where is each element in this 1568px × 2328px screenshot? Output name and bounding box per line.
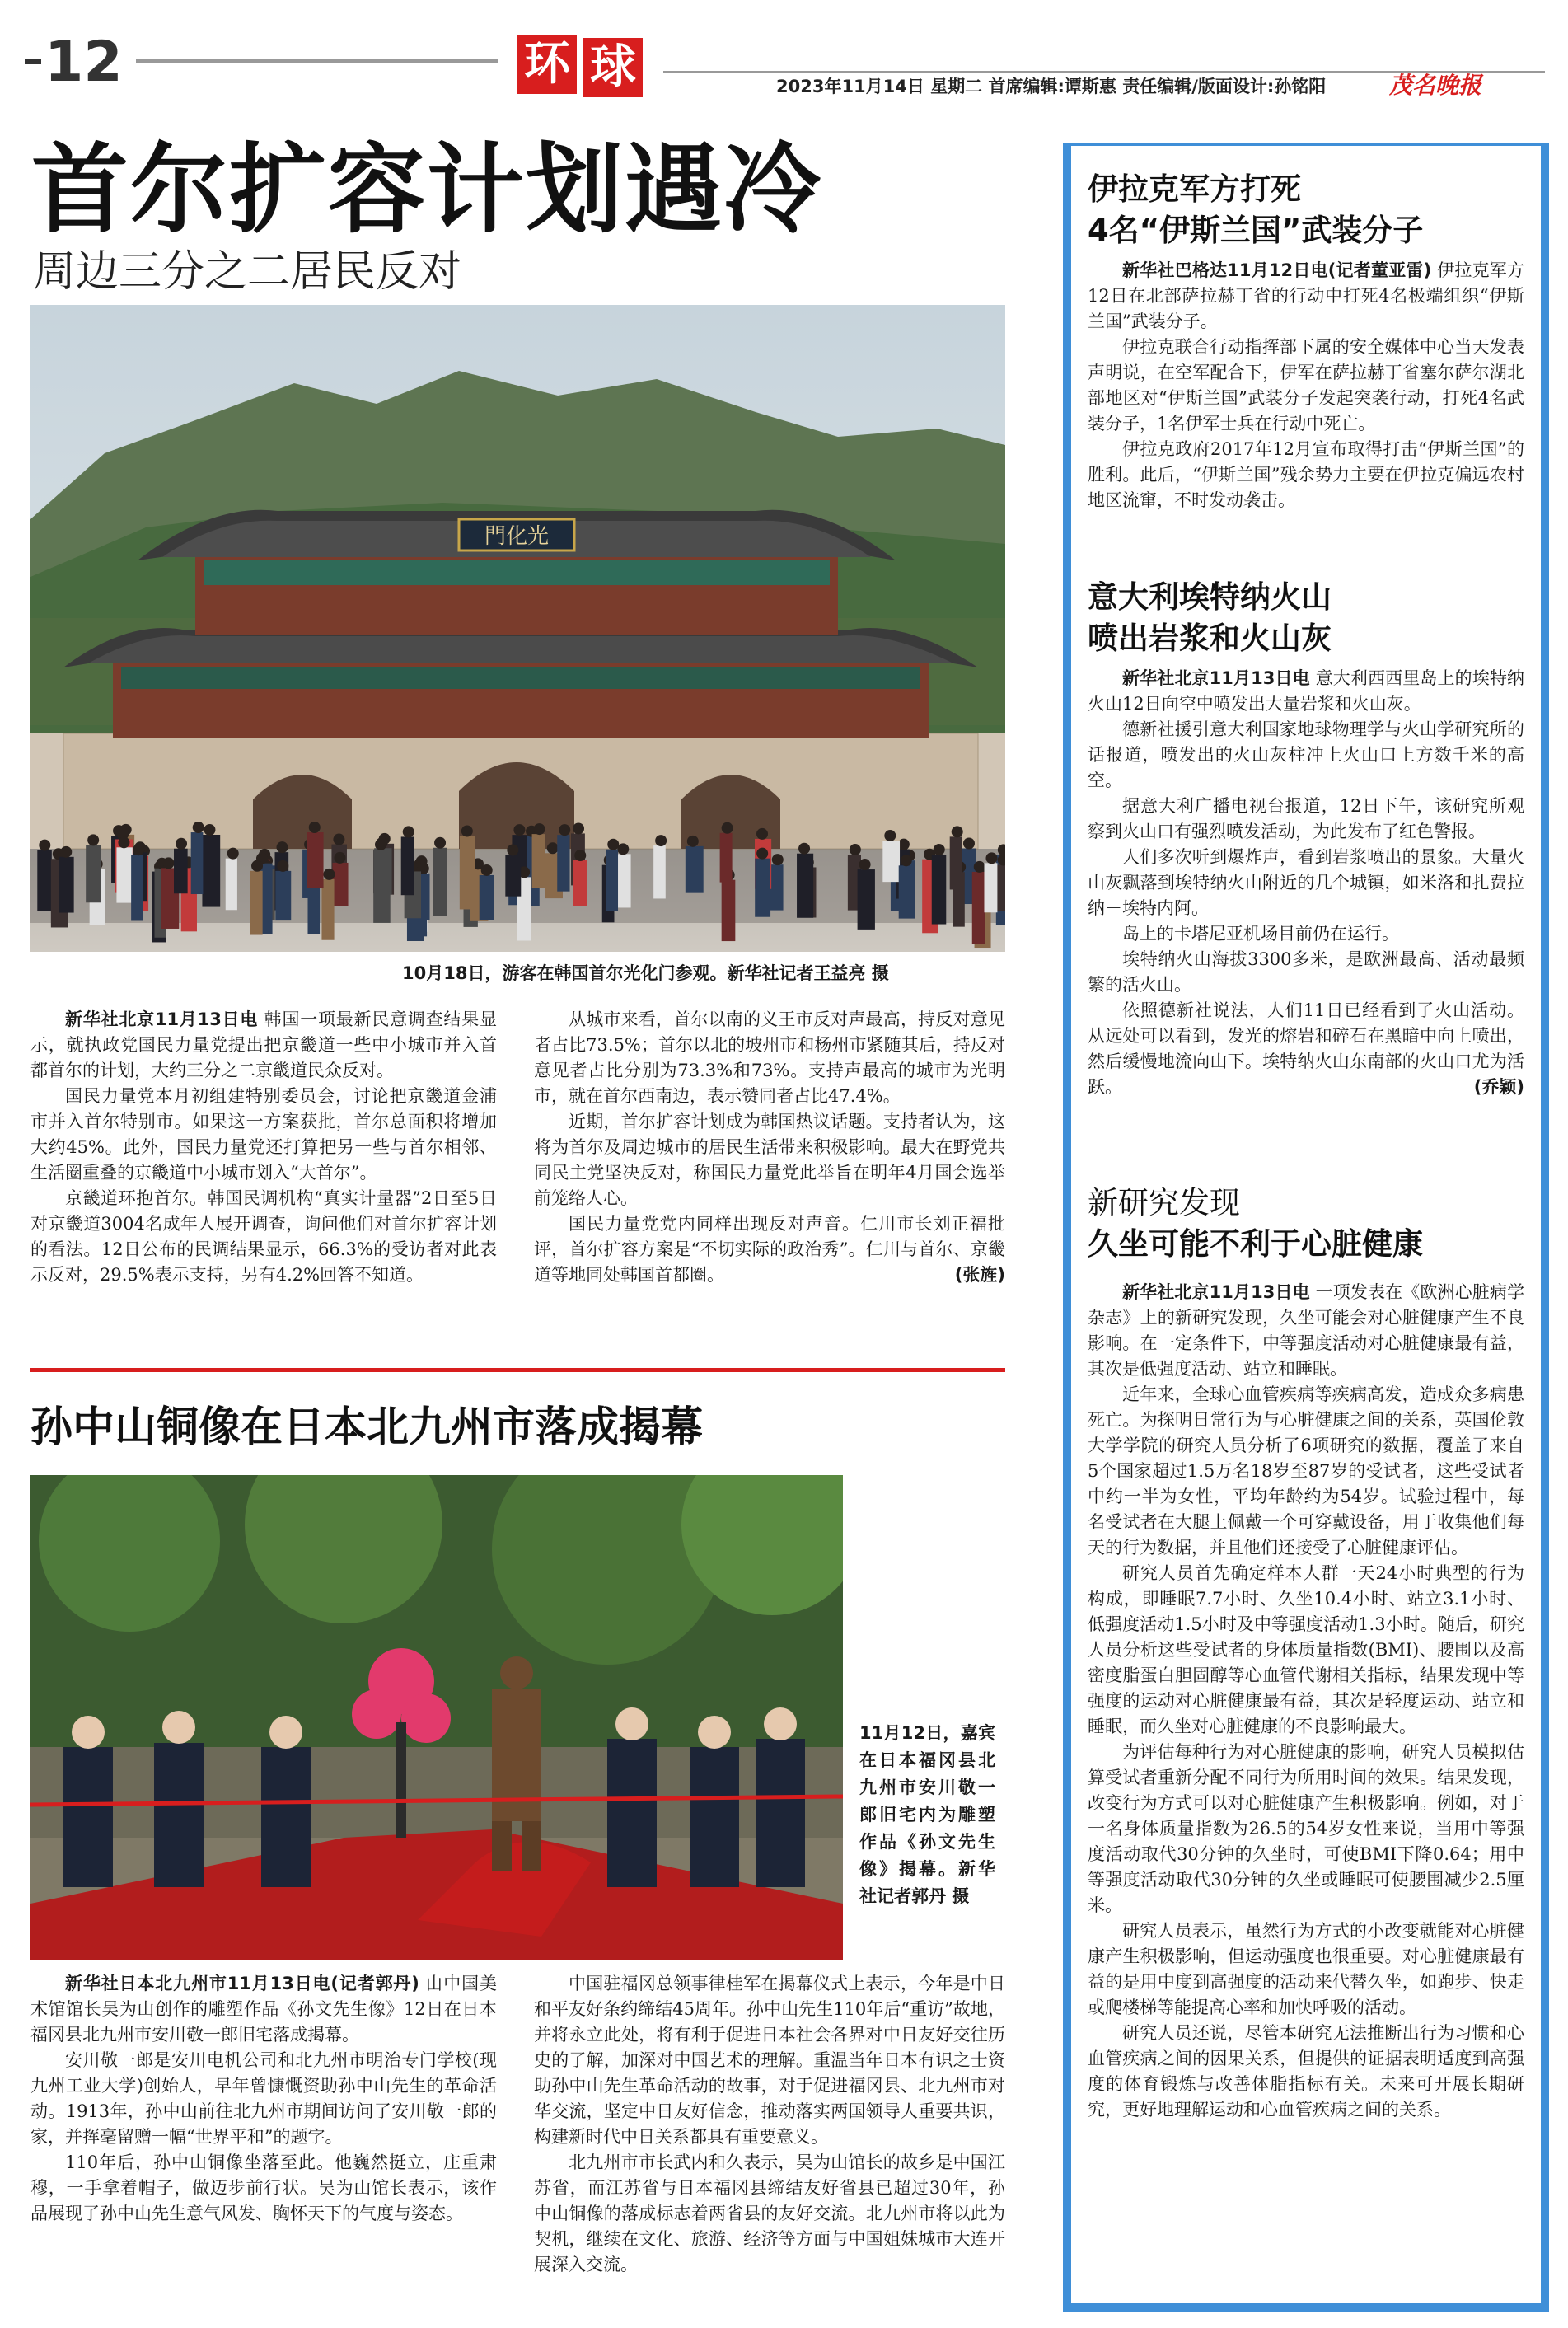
sidebar-item-2-title-line-1: 意大利埃特纳火山 [1088, 579, 1332, 615]
sidebar-item-2-para-0: 意大利西西里岛上的埃特纳火山12日向空中喷发出大量岩浆和火山灰。 [1088, 668, 1524, 714]
sidebar-item-1-para-1: 伊拉克联合行动指挥部下属的安全媒体中心当天发表声明说，在空军配合下，伊军在萨拉赫丁省塞尔萨尔湖北部地区对“伊斯兰国”武装分子发起突袭行动，打死4名武装分子，1名伊军士兵在行动中死亡。 [1088, 337, 1524, 433]
sidebar-item-2-byline: (乔颖) [1473, 1077, 1524, 1097]
story2-photo-caption: 11月12日，嘉宾在日本福冈县北九州市安川敬一郎旧宅内为雕塑作品《孙文先生像》揭幕。新华社记者郭丹 摄 [859, 1723, 995, 1906]
story1-para-5: 国民力量党党内同样出现反对声音。仁川市长刘正福批评，首尔扩容方案是“不切实际的政治秀”。仁川与首尔、京畿道等地同处韩国首都圈。 [534, 1214, 1005, 1285]
header-rule-left [136, 59, 498, 63]
story1-para-2: 京畿道环抱首尔。韩国民调机构“真实计量器”2日至5日对京畿道3004名成年人展开调查，询问他们对首尔扩容计划的看法。12日公布的民调结果显示，66.3%的受访者对此表示反对，29.5%表示支持，另有4.2%回答不知道。 [30, 1188, 497, 1285]
sidebar-item-3-para-1: 近年来，全球心血管疾病等疾病高发，造成众多病患死亡。为探明日常行为与心脏健康之间的关系，英国伦敦大学学院的研究人员分析了6项研究的数据，覆盖了来自5个国家超过1.5万名18岁至87岁的受试者，这些受试者中约一半为女性，平均年龄约为54岁。试验过程中，每名受试者在大腿上佩戴一个可穿戴设备，用于收集他们每天的行为数据，并且他们还接受了心脏健康评估。 [1088, 1384, 1524, 1557]
sidebar-item-2 [1088, 577, 1524, 1174]
story1-column-1 [30, 1007, 497, 1345]
story2-column-1 [30, 1971, 497, 2317]
gate-sign: 門化光 [484, 524, 550, 549]
story2-column-2 [534, 1971, 1005, 2317]
story1-subtitle: 周边三分之二居民反对 [33, 247, 462, 297]
story1-photo-caption: 10月18日，游客在韩国首尔光化门参观。新华社记者王益亮 摄 [402, 963, 889, 983]
story1-para-4: 近期，首尔扩容计划成为韩国热议话题。支持者认为，这将为首尔及周边城市的居民生活带来积极影响。最大在野党共同民主党坚决反对，称国民力量党此举旨在明年4月国会选举前笼络人心。 [534, 1112, 1005, 1208]
sidebar-item-2-para-5: 埃特纳火山海拔3300多米，是欧洲最高、活动最频繁的活火山。 [1088, 949, 1524, 995]
sidebar-item-2-para-6: 依照德新社说法，人们11日已经看到了火山活动。从远处可以看到，发光的熔岩和碎石在黑暗中向上喷出，然后缓慢地流向山下。埃特纳火山东南部的火山口尤为活跃。 [1088, 1000, 1524, 1097]
sidebar-item-1-title-line-1: 伊拉克军方打死 [1088, 171, 1301, 207]
sidebar-item-3-para-4: 研究人员表示，虽然行为方式的小改变就能对心脏健康产生积极影响，但运动强度也很重要。对心脏健康最有益的是用中度到高强度的活动来代替久坐，如跑步、快走或爬楼梯等能提高心率和加快呼吸的活动。 [1088, 1921, 1524, 2017]
sidebar-item-1-para-2: 伊拉克政府2017年12月宣布取得打击“伊斯兰国”的胜利。此后，“伊斯兰国”残余势力主要在伊拉克偏远农村地区流窜，不时发动袭击。 [1088, 439, 1524, 510]
story1-byline: (张旌) [954, 1265, 1005, 1285]
story2-para-2: 110年后，孙中山铜像坐落至此。他巍然挺立，庄重肃穆，一手拿着帽子，做迈步前行状。吴为山馆长表示，该作品展现了孙中山先生意气风发、胸怀天下的气度与姿态。 [30, 2152, 497, 2223]
story1-para-0: 韩国一项最新民意调查结果显示，就执政党国民力量党提出把京畿道一些中小城市并入首都首尔的计划，大约三分之二京畿道民众反对。 [30, 1009, 497, 1080]
page-number: 12 [44, 30, 123, 95]
page-number-dash [25, 59, 41, 64]
story1-column-2 [534, 1007, 1005, 1345]
sidebar-item-3-para-5: 研究人员还说，尽管本研究无法推断出行为习惯和心血管疾病之间的因果关系，但提供的证据表明适度到高强度的体育锻炼与改善体脂指标有关。未来可开展长期研究，更好地理解运动和心血管疾病之间的关系。 [1088, 2023, 1524, 2120]
sidebar-item-3-para-3: 为评估每种行为对心脏健康的影响，研究人员模拟估算受试者重新分配不同行为所用时间的效果。结果发现，改变行为方式可以对心脏健康产生积极影响。例如，对于一名身体质量指数为26.5的54岁女性来说，当用中等强度活动取代30分钟的久坐时，可使BMI下降0.64；用中等强度活动取代30分钟的久坐或睡眠可使腰围减少2.5厘米。 [1088, 1742, 1524, 1915]
story1-photo [30, 305, 1005, 952]
sidebar-item-2-para-3: 人们多次听到爆炸声，看到岩浆喷出的景象。大量火山灰飘落到埃特纳火山附近的几个城镇，如米洛和扎费拉纳－埃特内阿。 [1088, 847, 1524, 918]
sidebar-item-2-para-2: 据意大利广播电视台报道，12日下午，该研究所观察到火山口有强烈喷发活动，为此发布了红色警报。 [1088, 796, 1524, 841]
sidebar-item-1-para-0: 伊拉克军方12日在北部萨拉赫丁省的行动中打死4名极端组织“伊斯兰国”武装分子。 [1088, 260, 1524, 331]
story2-para-3: 中国驻福冈总领事律桂军在揭幕仪式上表示，今年是中日和平友好条约缔结45周年。孙中山先生110年后“重访”故地，并将永立此处，将有利于促进日本社会各界对中日友好交往历史的了解，加深对中国艺术的理解。重温当年日本有识之士资助孙中山先生革命活动的故事，对于促进福冈县、北九州市对华交流，坚定中日友好信念，推动落实两国领导人重要共识，构建新时代中日关系都具有重要意义。 [534, 1974, 1005, 2147]
header-info: 2023年11月14日 星期二 首席编辑:谭斯惠 责任编辑/版面设计:孙铭阳 [776, 77, 1327, 96]
story2-para-1: 安川敬一郎是安川电机公司和北九州市明治专门学校(现九州工业大学)创始人，早年曾慷慨资助孙中山先生的革命活动。1913年，孙中山前往北九州市期间访问了安川敬一郎的家，并挥毫留赠一幅“世界平和”的题字。 [30, 2050, 497, 2147]
paper-logo: 茂名晚报 [1389, 72, 1482, 99]
sidebar-item-3-title-line-1: 久坐可能不利于心脏健康 [1088, 1226, 1423, 1262]
sidebar-item-1-title-line-2: 4名“伊斯兰国”武装分子 [1088, 213, 1424, 248]
sidebar-item-3-lead: 新华社北京11月13日电 [1122, 1282, 1310, 1302]
sidebar-item-2-lead: 新华社北京11月13日电 [1122, 668, 1310, 688]
section-char-1: 环 [517, 35, 577, 94]
sidebar-item-2-title-line-2: 喷出岩浆和火山灰 [1088, 621, 1332, 656]
story1-para-3: 从城市来看，首尔以南的义王市反对声最高，持反对意见者占比73.5%；首尔以北的坡州市和杨州市紧随其后，持反对意见者占比分别为73.3%和73%。支持声最高的城市为光明市，就在首尔西南边，表示赞同者占比47.4%。 [534, 1009, 1005, 1106]
section-char-2: 球 [583, 38, 643, 97]
sidebar-item-1 [1088, 169, 1524, 564]
story2-title: 孙中山铜像在日本北九州市落成揭幕 [30, 1403, 704, 1452]
sidebar-item-2-para-4: 岛上的卡塔尼亚机场目前仍在运行。 [1122, 924, 1399, 944]
sun-yat-sen-unveiling-photo [30, 1475, 843, 1960]
sidebar-item-1-lead: 新华社巴格达11月12日电(记者董亚雷) [1122, 260, 1432, 280]
story1-para-1: 国民力量党本月初组建特别委员会，讨论把京畿道金浦市并入首尔特别市。如果这一方案获批，首尔总面积将增加大约45%。此外，国民力量党还打算把另一些与首尔相邻、生活圈重叠的京畿道中小城市划入“大首尔”。 [30, 1086, 497, 1183]
story1-lead: 新华社北京11月13日电 [65, 1009, 259, 1029]
story-divider [30, 1368, 1005, 1372]
sidebar-item-2-para-1: 德新社援引意大利国家地球物理学与火山学研究所的话报道，喷发出的火山灰柱冲上火山口上方数千米的高空。 [1088, 719, 1524, 790]
sidebar-item-3-kicker: 新研究发现 [1088, 1185, 1240, 1220]
sidebar-item-3 [1088, 1183, 1524, 2299]
story2-photo [30, 1475, 843, 1960]
story2-lead: 新华社日本北九州市11月13日电(记者郭丹) [65, 1974, 419, 1993]
section-badge [517, 35, 648, 97]
sidebar-item-3-para-0: 一项发表在《欧洲心脏病学杂志》上的新研究发现，久坐可能会对心脏健康产生不良影响。在一定条件下，中等强度活动对心脏健康最有益，其次是低强度活动、站立和睡眠。 [1088, 1282, 1524, 1379]
gwanghwamun-photo [30, 305, 1005, 952]
story1-title: 首尔扩容计划遇冷 [31, 133, 823, 246]
page-header [0, 0, 1568, 99]
story2-para-4: 北九州市市长武内和久表示，吴为山馆长的故乡是中国江苏省，而江苏省与日本福冈县缔结友好省县已超过30年，孙中山铜像的落成标志着两省县的友好交流。北九州市将以此为契机，继续在文化、旅游、经济等方面与中国姐妹城市大连开展深入交流。 [534, 2152, 1005, 2274]
sidebar-item-3-para-2: 研究人员首先确定样本人群一天24小时典型的行为构成，即睡眠7.7小时、久坐10.4小时、站立3.1小时、低强度活动1.5小时及中等强度活动1.3小时。随后，研究人员分析这些受试者的身体质量指数(BMI)、腰围以及高密度脂蛋白胆固醇等心血管代谢相关指标，结果发现中等强度的运动对心脏健康最有益，其次是轻度运动、站立和睡眠，而久坐对心脏健康的不良影响最大。 [1088, 1563, 1524, 1736]
story2-para-0: 由中国美术馆馆长吴为山创作的雕塑作品《孙文先生像》12日在日本福冈县北九州市安川敬一郎旧宅落成揭幕。 [30, 1974, 497, 2045]
